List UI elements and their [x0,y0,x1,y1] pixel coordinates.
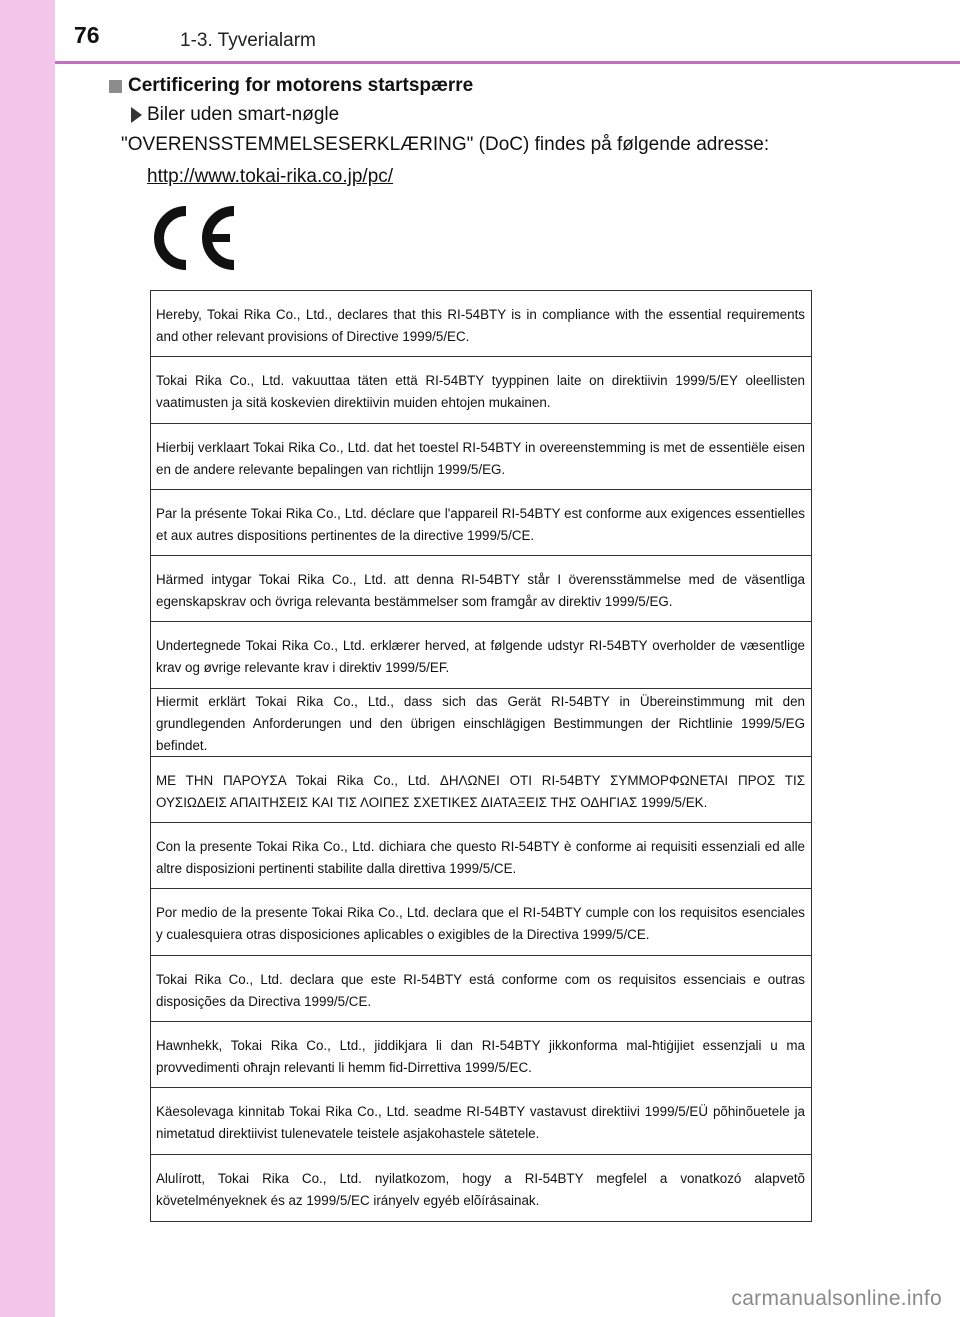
section-heading [109,75,473,97]
declaration-row: Hierbij verklaart Tokai Rika Co., Ltd. dat het toestel RI-54BTY in overeenstemming is met de essentiële eisen en de andere relevante bepalingen van richtlijn 1999/5/EG. [151,424,811,490]
triangle-bullet-icon [131,107,142,123]
declaration-row: Tokai Rika Co., Ltd. vakuuttaa täten että RI-54BTY tyyppinen laite on direktiivin 1999/5/EY oleellisten vaatimusten ja sitä koskevien direktiivin muiden ehtojen mukainen. [151,357,811,423]
section-heading-text: Certificering for motorens startspærre [128,75,474,96]
header-divider [55,61,960,64]
chapter-title: 1-3. Tyverialarm [180,30,316,51]
square-bullet-icon [109,80,122,93]
page-number: 76 [74,22,100,48]
declaration-row: Tokai Rika Co., Ltd. declara que este RI-54BTY está conforme com os requisitos essenciais e outras disposições da Directiva 1999/5/CE. [151,956,811,1022]
declaration-row: Alulírott, Tokai Rika Co., Ltd. nyilatkozom, hogy a RI-54BTY megfelel a vonatkozó alapvetõ követelményeknek és az 1999/5/EC irányelv egyéb elõírásainak. [156,1170,805,1208]
subheading-text: Biler uden smart-nøgle [147,104,340,125]
declaration-row: Hiermit erklärt Tokai Rika Co., Ltd., dass sich das Gerät RI-54BTY in Übereinstimmung mit den grundlegenden Anforderungen und den übrigen einschlägigen Bestimmungen der Richtlinie 1999/5/EG befindet. [151,689,811,757]
declaration-row: Por medio de la presente Tokai Rika Co., Ltd. declara que el RI-54BTY cumple con los requisitos esenciales y cualesquiera otras disposiciones aplicables o exigibles de la Directiva 1999/5/CE. [151,889,811,955]
doc-url-link[interactable]: http://www.tokai-rika.co.jp/pc/ [147,166,394,187]
subheading [131,104,339,126]
ce-mark-logo [148,205,238,271]
declaration-table [150,290,812,1222]
declaration-row: Käesolevaga kinnitab Tokai Rika Co., Ltd. seadme RI-54BTY vastavust direktiivi 1999/5/EÜ põhinõuetele ja nimetatud direktiivist tulenevatele teistele asjakohastele sätetele. [151,1088,811,1154]
watermark: carmanualsonline.info [731,1287,942,1310]
doc-paragraph: "OVERENSSTEMMELSESERKLÆRING" (DoC) findes på følgende adresse: [121,134,770,155]
declaration-row: ΜΕ ΤΗΝ ΠΑΡΟΥΣΑ Tokai Rika Co., Ltd. ΔΗΛΩΝΕΙ ΟΤΙ RI-54BTY ΣΥΜΜΟΡΦΩΝΕΤΑΙ ΠΡΟΣ ΤΙΣ ΟΥΣΙΩΔΕΙΣ ΑΠΑΙΤΗΣΕΙΣ ΚΑΙ ΤΙΣ ΛΟΙΠΕΣ ΣΧΕΤΙΚΕΣ ΔΙΑΤΑΞΕΙΣ ΤΗΣ ΟΔΗΓΙΑΣ 1999/5/ΕΚ. [151,757,811,823]
declaration-row: Con la presente Tokai Rika Co., Ltd. dichiara che questo RI-54BTY è conforme ai requisiti essenziali ed alle altre disposizioni pertinenti stabilite dalla direttiva 1999/5/CE. [151,823,811,889]
declaration-row: Hawnhekk, Tokai Rika Co., Ltd., jiddikjara li dan RI-54BTY jikkonforma mal-ħtiġijiet essenzjali u ma provvedimenti oħrajn relevanti li hemm fid-Dirrettiva 1999/5/EC. [151,1022,811,1088]
declaration-row: Undertegnede Tokai Rika Co., Ltd. erklærer herved, at følgende udstyr RI-54BTY overholder de væsentlige krav og øvrige relevante krav i direktiv 1999/5/EF. [151,622,811,688]
declaration-row: Hereby, Tokai Rika Co., Ltd., declares that this RI-54BTY is in compliance with the essential requirements and other relevant provisions of Directive 1999/5/EC. [151,291,811,357]
side-color-strip [0,0,55,1317]
declaration-row: Par la présente Tokai Rika Co., Ltd. déclare que l'appareil RI-54BTY est conforme aux exigences essentielles et aux autres dispositions pertinentes de la directive 1999/5/CE. [151,490,811,556]
declaration-row: Härmed intygar Tokai Rika Co., Ltd. att denna RI-54BTY står I överensstämmelse med de väsentliga egenskapskrav och övriga relevanta bestämmelser som framgår av direktiv 1999/5/EG. [151,556,811,622]
